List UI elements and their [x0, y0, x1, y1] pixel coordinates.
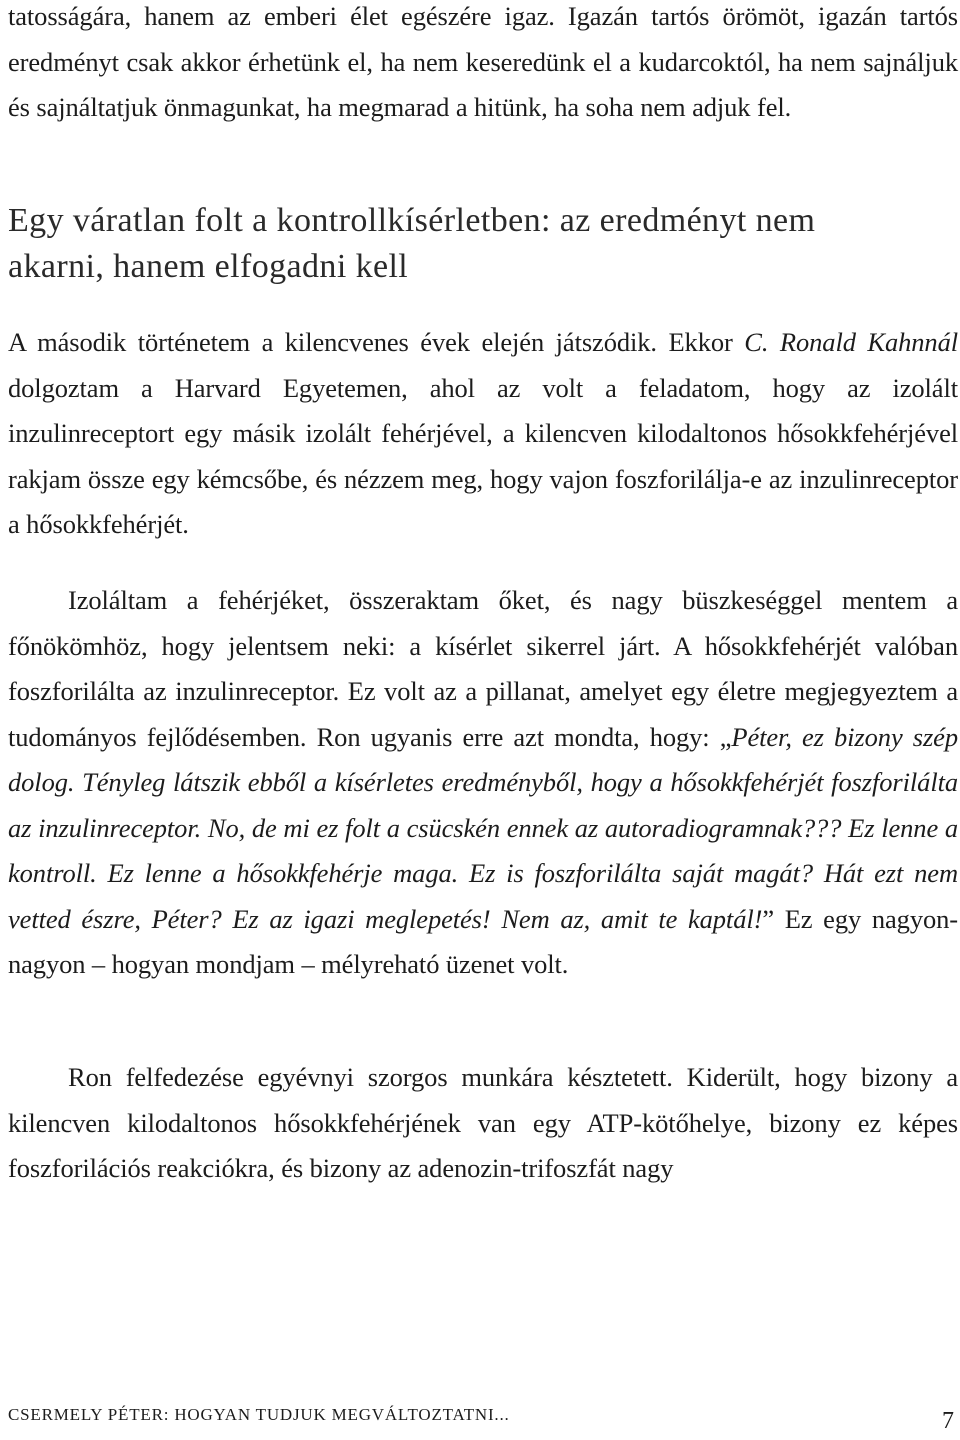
page-number: 7 [942, 1408, 954, 1434]
running-footer-title: CSERMELY PÉTER: HOGYAN TUDJUK MEGVÁLTOZTATNI... [8, 1405, 510, 1424]
paragraph-discovery: Ron felfedezése egyévnyi szorgos munkára késztetett. Kiderült, hogy bizony a kilencven kilodaltonos hősokkfehérjének van egy ATP-kötőhelye, bizony ez képes foszforilációs reakciókra, és bizony az adenozin-trifoszfát nagy [8, 1062, 958, 1183]
section-heading: Egy váratlan folt a kontrollkísérletben: az eredményt nem akarni, hanem elfogadni kell [8, 202, 816, 285]
paragraph-experiment [8, 578, 958, 988]
paragraph-text: ” Ez egy nagyon-nagyon – hogyan mondjam – mélyreható üzenet volt. [8, 903, 958, 979]
person-name-italic: C. Ronald Kahnnál [744, 327, 958, 357]
paragraph-second-story [8, 320, 958, 548]
paragraph-text: Izoláltam a fehérjéket, összeraktam őket, és nagy büszkeséggel mentem a főnökömhöz, hogy jelentsem neki: a kísérlet sikerrel járt. A hősokkfehérjét valóban foszforilálta az inzulinreceptor. Ez volt az a pillanat, amelyet egy életre megjegyeztem a tudományos fejlődésemben. Ron ugyanis erre azt mondta, hogy: „ [8, 585, 958, 752]
paragraph-intro: tatosságára, hanem az emberi élet egészére igaz. Igazán tartós örömöt, igazán tartós eredményt csak akkor érhetünk el, ha nem keseredünk el a kudarcoktól, ha nem sajnáljuk és sajnáltatjuk önmagunkat, ha megmarad a hitünk, ha soha nem adjuk fel. [8, 1, 958, 122]
quote-italic: Péter, ez bizony szép dolog. Tényleg látszik ebből a kísérletes eredményből, hogy a hősokkfehérjét foszforilálta az inzulinreceptor. No, de mi ez folt a csücskén ennek az autoradiogramnak??? Ez lenne a kontroll. Ez lenne a hősokkfehérje maga. Ez is foszforilálta saját magát? Hát ezt nem vetted észre, Péter? Ez az igazi meglepetés! Nem az, amit te kaptál! [8, 721, 958, 934]
paragraph-text: dolgoztam a Harvard Egyetemen, ahol az volt a feladatom, hogy az izolált inzulinreceptort egy másik izolált fehérjével, a kilencven kilodaltonos hősokkfehérjével rakjam össze egy kémcsőbe, és nézzem meg, hogy vajon foszforilálja-e az inzulinreceptor a hősokkfehérjét. [8, 372, 958, 539]
paragraph-text: A második történetem a kilencvenes évek elején játszódik. Ekkor [8, 327, 745, 357]
